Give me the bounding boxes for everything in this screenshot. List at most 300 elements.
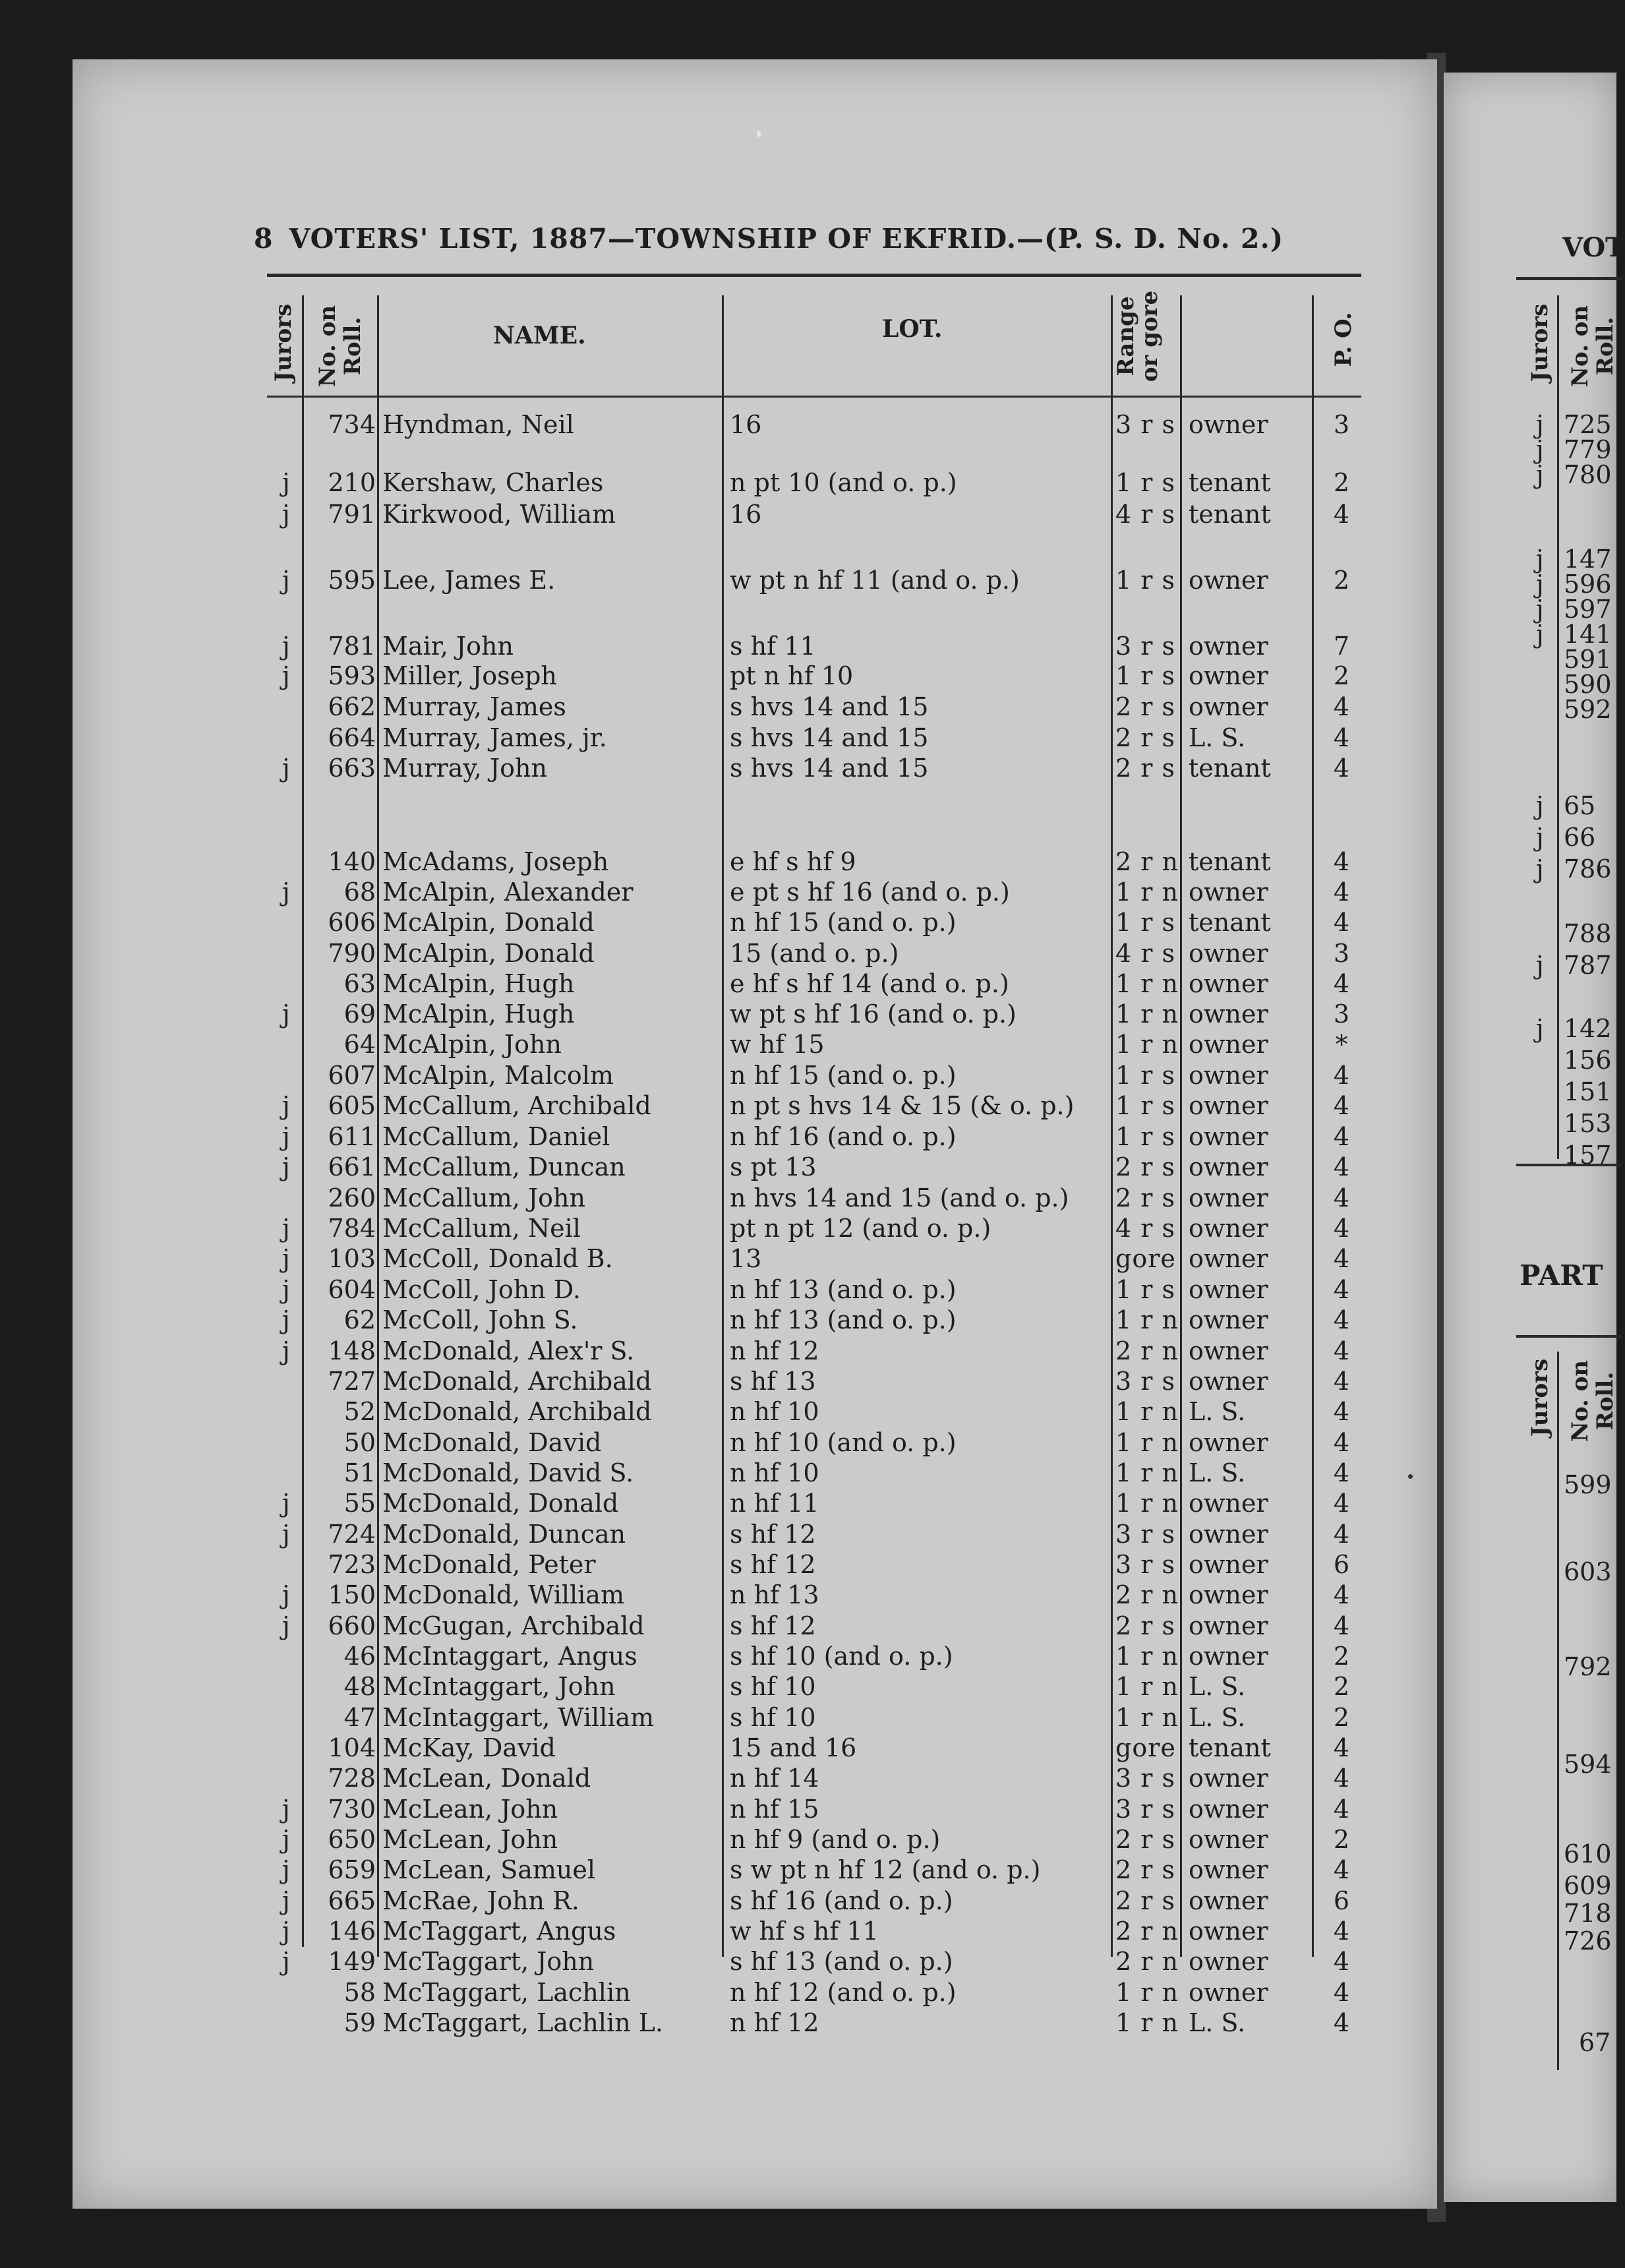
range-or-gore: gore <box>1115 1733 1176 1762</box>
range-or-gore: 1 r n <box>1115 1305 1179 1334</box>
right-roll-number: 792 <box>1564 1652 1612 1681</box>
lot-description: n pt s hvs 14 & 15 (& o. p.) <box>730 1091 1075 1120</box>
range-or-gore: 1 r n <box>1115 1000 1179 1029</box>
juror-mark: j <box>282 1214 290 1243</box>
juror-mark: j <box>282 1580 290 1609</box>
range-or-gore: 1 r s <box>1115 1061 1176 1090</box>
right-col-header-no-on-roll-2: No. on Roll. <box>1567 1359 1618 1443</box>
range-or-gore: 3 r s <box>1115 1550 1176 1579</box>
qualification-status: L. S. <box>1189 723 1246 752</box>
right-roll-number: 67 <box>1579 2028 1611 2057</box>
column-divider <box>722 295 724 1957</box>
paper-speck <box>1408 1474 1413 1479</box>
range-or-gore: 1 r s <box>1115 1122 1176 1151</box>
post-office-number: 4 <box>1333 908 1350 937</box>
voter-name: McTaggart, John <box>382 1947 595 1976</box>
roll-number: 791 <box>328 500 376 529</box>
right-juror-mark: j <box>1536 545 1544 574</box>
roll-number: 260 <box>328 1183 376 1212</box>
post-office-number: 4 <box>1333 878 1350 907</box>
col-header-range: Range or gore <box>1113 290 1163 382</box>
qualification-status: owner <box>1189 1000 1268 1029</box>
right-roll-number: 725 <box>1564 410 1612 439</box>
range-or-gore: 1 r s <box>1115 661 1176 690</box>
column-divider <box>302 295 304 1947</box>
juror-mark: j <box>282 1886 290 1915</box>
column-header-rule <box>267 396 1361 398</box>
range-or-gore: 1 r n <box>1115 1397 1179 1426</box>
post-office-number: 4 <box>1333 1305 1350 1334</box>
range-or-gore: 1 r n <box>1115 1672 1179 1701</box>
juror-mark: j <box>282 1305 290 1334</box>
range-or-gore: 1 r n <box>1115 1030 1179 1059</box>
post-office-number: 4 <box>1333 1917 1350 1946</box>
range-or-gore: 1 r n <box>1115 1642 1179 1671</box>
roll-number: 728 <box>328 1764 376 1793</box>
qualification-status: owner <box>1189 1275 1268 1304</box>
roll-number: 595 <box>328 566 376 595</box>
column-divider <box>377 295 379 1957</box>
juror-mark: j <box>282 1795 290 1824</box>
roll-number: 140 <box>328 847 376 876</box>
range-or-gore: 3 r s <box>1115 1367 1176 1396</box>
range-or-gore: 2 r s <box>1115 1855 1176 1884</box>
post-office-number: 3 <box>1333 410 1350 439</box>
paper-speck <box>757 131 761 137</box>
voter-name: McColl, John D. <box>382 1275 581 1304</box>
juror-mark: j <box>282 632 290 661</box>
voter-name: McCallum, Duncan <box>382 1152 626 1181</box>
right-roll-number: 788 <box>1564 919 1612 948</box>
roll-number: 662 <box>328 692 376 721</box>
qualification-status: L. S. <box>1189 1672 1246 1701</box>
qualification-status: tenant <box>1189 500 1271 529</box>
roll-number: 724 <box>328 1520 376 1549</box>
post-office-number: 2 <box>1333 1825 1350 1854</box>
lot-description: pt n hf 10 <box>730 661 854 690</box>
lot-description: n hf 12 <box>730 2008 819 2037</box>
juror-mark: j <box>282 1917 290 1946</box>
right-roll-number: 65 <box>1564 791 1596 820</box>
right-roll-number: 141 <box>1564 620 1612 649</box>
lot-description: pt n pt 12 (and o. p.) <box>730 1214 991 1243</box>
post-office-number: 2 <box>1333 661 1350 690</box>
lot-description: n hf 10 (and o. p.) <box>730 1428 957 1457</box>
roll-number: 730 <box>328 1795 376 1824</box>
right-roll-number: 153 <box>1564 1109 1612 1138</box>
post-office-number: 4 <box>1333 1855 1350 1884</box>
range-or-gore: 2 r s <box>1115 754 1176 783</box>
voter-name: McDonald, Archibald <box>382 1397 652 1426</box>
voter-name: McCallum, Archibald <box>382 1091 651 1120</box>
roll-number: 150 <box>328 1580 376 1609</box>
voter-name: McKay, David <box>382 1733 556 1762</box>
voter-name: McCallum, Neil <box>382 1214 581 1243</box>
lot-description: e pt s hf 16 (and o. p.) <box>730 878 1010 907</box>
range-or-gore: 2 r s <box>1115 1152 1176 1181</box>
voter-name: McTaggart, Angus <box>382 1917 616 1946</box>
qualification-status: owner <box>1189 1214 1268 1243</box>
post-office-number: 4 <box>1333 1947 1350 1976</box>
roll-number: 723 <box>328 1550 376 1579</box>
voter-name: Murray, James <box>382 692 566 721</box>
post-office-number: 4 <box>1333 1764 1350 1793</box>
right-juror-mark: j <box>1536 410 1544 439</box>
lot-description: 16 <box>730 410 762 439</box>
right-juror-mark: j <box>1536 460 1544 489</box>
voter-name: McTaggart, Lachlin <box>382 1978 631 2007</box>
range-or-gore: 2 r n <box>1115 1917 1179 1946</box>
range-or-gore: 3 r s <box>1115 410 1176 439</box>
voter-name: Hyndman, Neil <box>382 410 574 439</box>
lot-description: s hf 12 <box>730 1550 816 1579</box>
qualification-status: owner <box>1189 1244 1268 1273</box>
post-office-number: 4 <box>1333 1091 1350 1120</box>
roll-number: 734 <box>328 410 376 439</box>
roll-number: 664 <box>328 723 376 752</box>
qualification-status: owner <box>1189 1091 1268 1120</box>
lot-description: n hf 13 (and o. p.) <box>730 1275 957 1304</box>
range-or-gore: 1 r n <box>1115 1703 1179 1732</box>
post-office-number: 6 <box>1333 1886 1350 1915</box>
voter-name: Miller, Joseph <box>382 661 557 690</box>
range-or-gore: 1 r s <box>1115 566 1176 595</box>
right-roll-number: 597 <box>1564 595 1612 624</box>
lot-description: s pt 13 <box>730 1152 817 1181</box>
lot-description: 15 (and o. p.) <box>730 939 899 968</box>
post-office-number: 4 <box>1333 2008 1350 2037</box>
voter-name: McDonald, David S. <box>382 1458 634 1487</box>
post-office-number: 3 <box>1333 1000 1350 1029</box>
qualification-status: owner <box>1189 632 1268 661</box>
qualification-status: owner <box>1189 661 1268 690</box>
lot-description: n hf 10 <box>730 1458 819 1487</box>
column-divider <box>1180 295 1182 1957</box>
lot-description: s hvs 14 and 15 <box>730 723 929 752</box>
voter-name: Kirkwood, William <box>382 500 616 529</box>
roll-number: 50 <box>343 1428 376 1457</box>
range-or-gore: 2 r n <box>1115 1947 1179 1976</box>
post-office-number: 7 <box>1333 632 1350 661</box>
lot-description: 16 <box>730 500 762 529</box>
right-roll-number: 147 <box>1564 545 1612 574</box>
lot-description: n hf 16 (and o. p.) <box>730 1122 957 1151</box>
lot-description: n hvs 14 and 15 (and o. p.) <box>730 1183 1069 1212</box>
post-office-number: 2 <box>1333 1642 1350 1671</box>
post-office-number: 4 <box>1333 1397 1350 1426</box>
qualification-status: tenant <box>1189 908 1271 937</box>
qualification-status: owner <box>1189 1795 1268 1824</box>
post-office-number: 4 <box>1333 1733 1350 1762</box>
qualification-status: owner <box>1189 1152 1268 1181</box>
juror-mark: j <box>282 1122 290 1151</box>
voter-name: McColl, John S. <box>382 1305 578 1334</box>
voter-name: Mair, John <box>382 632 514 661</box>
roll-number: 663 <box>328 754 376 783</box>
post-office-number: 4 <box>1333 1795 1350 1824</box>
juror-mark: j <box>282 468 290 497</box>
post-office-number: 2 <box>1333 566 1350 595</box>
lot-description: n hf 10 <box>730 1397 819 1426</box>
right-col-header-jurors: Jurors <box>1527 303 1553 382</box>
range-or-gore: 2 r n <box>1115 1336 1179 1365</box>
juror-mark: j <box>282 1825 290 1854</box>
qualification-status: owner <box>1189 1305 1268 1334</box>
lot-description: n hf 15 <box>730 1795 819 1824</box>
range-or-gore: 2 r s <box>1115 1183 1176 1212</box>
lot-description: w hf 15 <box>730 1030 825 1059</box>
roll-number: 59 <box>343 2008 376 2037</box>
range-or-gore: gore <box>1115 1244 1176 1273</box>
roll-number: 148 <box>328 1336 376 1365</box>
lot-description: s hf 13 (and o. p.) <box>730 1947 953 1976</box>
voter-name: McDonald, Alex'r S. <box>382 1336 635 1365</box>
lot-description: s hf 12 <box>730 1520 816 1549</box>
qualification-status: tenant <box>1189 847 1271 876</box>
voter-name: Murray, John <box>382 754 548 783</box>
right-roll-number: 156 <box>1564 1046 1612 1075</box>
roll-number: 650 <box>328 1825 376 1854</box>
qualification-status: owner <box>1189 1947 1268 1976</box>
right-roll-number: 787 <box>1564 951 1612 980</box>
roll-number: 790 <box>328 939 376 968</box>
right-roll-number: 592 <box>1564 695 1612 724</box>
post-office-number: 4 <box>1333 1152 1350 1181</box>
range-or-gore: 2 r s <box>1115 1611 1176 1640</box>
roll-number: 51 <box>343 1458 376 1487</box>
right-juror-mark: j <box>1536 951 1544 980</box>
right-roll-number: 66 <box>1564 823 1596 852</box>
page-title: VOTERS' LIST, 1887—TOWNSHIP OF EKFRID.—(P. S. D. No. 2.) <box>289 223 1284 254</box>
right-roll-number: 151 <box>1564 1077 1612 1106</box>
column-divider <box>1111 295 1113 1957</box>
right-roll-number: 596 <box>1564 570 1612 599</box>
juror-mark: j <box>282 1611 290 1640</box>
post-office-number: 4 <box>1333 754 1350 783</box>
range-or-gore: 1 r n <box>1115 1428 1179 1457</box>
juror-mark: j <box>282 1152 290 1181</box>
range-or-gore: 3 r s <box>1115 1764 1176 1793</box>
right-juror-mark: j <box>1536 791 1544 820</box>
lot-description: w pt s hf 16 (and o. p.) <box>730 1000 1017 1029</box>
post-office-number: 4 <box>1333 969 1350 998</box>
juror-mark: j <box>282 878 290 907</box>
voter-name: McLean, Donald <box>382 1764 591 1793</box>
juror-mark: j <box>282 1336 290 1365</box>
qualification-status: tenant <box>1189 754 1271 783</box>
header-rule <box>267 274 1361 277</box>
voter-name: McDonald, Archibald <box>382 1367 652 1396</box>
right-roll-number: 609 <box>1564 1871 1612 1900</box>
voter-name: McAlpin, Alexander <box>382 878 634 907</box>
roll-number: 661 <box>328 1152 376 1181</box>
roll-number: 62 <box>343 1305 376 1334</box>
voter-name: McAlpin, Hugh <box>382 1000 575 1029</box>
lot-description: n hf 9 (and o. p.) <box>730 1825 941 1854</box>
post-office-number: 4 <box>1333 1611 1350 1640</box>
range-or-gore: 2 r n <box>1115 847 1179 876</box>
roll-number: 48 <box>343 1672 376 1701</box>
qualification-status: owner <box>1189 1886 1268 1915</box>
qualification-status: owner <box>1189 1428 1268 1457</box>
qualification-status: owner <box>1189 1978 1268 2007</box>
post-office-number: 4 <box>1333 1580 1350 1609</box>
qualification-status: owner <box>1189 1764 1268 1793</box>
right-page-rule-2 <box>1516 1335 1622 1338</box>
qualification-status: owner <box>1189 1550 1268 1579</box>
post-office-number: 6 <box>1333 1550 1350 1579</box>
right-col-header-no-on-roll: No. on Roll. <box>1567 305 1618 388</box>
lot-description: n hf 12 (and o. p.) <box>730 1978 957 2007</box>
lot-description: e hf s hf 9 <box>730 847 856 876</box>
voter-name: McLean, John <box>382 1825 558 1854</box>
voter-name: McAlpin, John <box>382 1030 562 1059</box>
lot-description: n hf 14 <box>730 1764 819 1793</box>
post-office-number: * <box>1335 1030 1348 1059</box>
post-office-number: 4 <box>1333 1336 1350 1365</box>
lot-description: w hf s hf 11 <box>730 1917 879 1946</box>
roll-number: 784 <box>328 1214 376 1243</box>
post-office-number: 2 <box>1333 468 1350 497</box>
qualification-status: owner <box>1189 410 1268 439</box>
post-office-number: 4 <box>1333 1520 1350 1549</box>
qualification-status: owner <box>1189 1061 1268 1090</box>
range-or-gore: 4 r s <box>1115 500 1176 529</box>
post-office-number: 4 <box>1333 847 1350 876</box>
range-or-gore: 1 r s <box>1115 1275 1176 1304</box>
right-roll-number: 726 <box>1564 1926 1612 1955</box>
range-or-gore: 3 r s <box>1115 1520 1176 1549</box>
qualification-status: L. S. <box>1189 1397 1246 1426</box>
roll-number: 605 <box>328 1091 376 1120</box>
range-or-gore: 1 r n <box>1115 2008 1179 2037</box>
lot-description: s hf 10 <box>730 1703 816 1732</box>
lot-description: w pt n hf 11 (and o. p.) <box>730 566 1020 595</box>
voter-name: McGugan, Archibald <box>382 1611 645 1640</box>
voter-name: Lee, James E. <box>382 566 556 595</box>
lot-description: s hf 12 <box>730 1611 816 1640</box>
post-office-number: 4 <box>1333 692 1350 721</box>
right-column-divider <box>1557 295 1559 1159</box>
range-or-gore: 1 r n <box>1115 969 1179 998</box>
voter-name: Murray, James, jr. <box>382 723 607 752</box>
juror-mark: j <box>282 566 290 595</box>
lot-description: n hf 11 <box>730 1489 819 1518</box>
roll-number: 727 <box>328 1367 376 1396</box>
post-office-number: 4 <box>1333 1367 1350 1396</box>
qualification-status: owner <box>1189 566 1268 595</box>
post-office-number: 4 <box>1333 1061 1350 1090</box>
qualification-status: owner <box>1189 1611 1268 1640</box>
right-juror-mark: j <box>1536 595 1544 624</box>
roll-number: 69 <box>343 1000 376 1029</box>
roll-number: 607 <box>328 1061 376 1090</box>
qualification-status: owner <box>1189 1642 1268 1671</box>
right-roll-number: 780 <box>1564 460 1612 489</box>
post-office-number: 4 <box>1333 1275 1350 1304</box>
roll-number: 210 <box>328 468 376 497</box>
range-or-gore: 1 r n <box>1115 878 1179 907</box>
voter-name: McDonald, David <box>382 1428 602 1457</box>
roll-number: 593 <box>328 661 376 690</box>
roll-number: 781 <box>328 632 376 661</box>
range-or-gore: 2 r s <box>1115 1825 1176 1854</box>
lot-description: 15 and 16 <box>730 1733 857 1762</box>
juror-mark: j <box>282 1244 290 1273</box>
range-or-gore: 1 r n <box>1115 1489 1179 1518</box>
right-page-rule <box>1516 277 1622 280</box>
lot-description: n pt 10 (and o. p.) <box>730 468 957 497</box>
juror-mark: j <box>282 1947 290 1976</box>
range-or-gore: 1 r n <box>1115 1978 1179 2007</box>
lot-description: s hf 16 (and o. p.) <box>730 1886 953 1915</box>
voter-name: McAlpin, Malcolm <box>382 1061 614 1090</box>
range-or-gore: 2 r s <box>1115 723 1176 752</box>
post-office-number: 3 <box>1333 939 1350 968</box>
lot-description: s hf 13 <box>730 1367 816 1396</box>
page-number: 8 <box>254 223 274 254</box>
qualification-status: owner <box>1189 878 1268 907</box>
lot-description: e hf s hf 14 (and o. p.) <box>730 969 1009 998</box>
right-roll-number: 591 <box>1564 645 1612 674</box>
post-office-number: 4 <box>1333 723 1350 752</box>
right-roll-number: 142 <box>1564 1014 1612 1043</box>
qualification-status: owner <box>1189 969 1268 998</box>
right-roll-number: 603 <box>1564 1557 1612 1586</box>
right-juror-mark: j <box>1536 854 1544 883</box>
right-col-header-jurors-2: Jurors <box>1527 1358 1553 1437</box>
voter-name: McAlpin, Donald <box>382 908 595 937</box>
roll-number: 659 <box>328 1855 376 1884</box>
range-or-gore: 1 r n <box>1115 1458 1179 1487</box>
roll-number: 660 <box>328 1611 376 1640</box>
lot-description: n hf 15 (and o. p.) <box>730 908 957 937</box>
col-header-po: P. O. <box>1330 312 1357 367</box>
post-office-number: 4 <box>1333 1122 1350 1151</box>
voter-name: McAlpin, Hugh <box>382 969 575 998</box>
qualification-status: owner <box>1189 1580 1268 1609</box>
roll-number: 665 <box>328 1886 376 1915</box>
roll-number: 63 <box>343 969 376 998</box>
range-or-gore: 3 r s <box>1115 1795 1176 1824</box>
voter-name: McRae, John R. <box>382 1886 579 1915</box>
voter-name: McLean, Samuel <box>382 1855 596 1884</box>
right-roll-number: 594 <box>1564 1750 1612 1779</box>
qualification-status: L. S. <box>1189 1458 1246 1487</box>
juror-mark: j <box>282 661 290 690</box>
voter-name: McDonald, William <box>382 1580 624 1609</box>
qualification-status: L. S. <box>1189 2008 1246 2037</box>
roll-number: 604 <box>328 1275 376 1304</box>
voter-name: McAdams, Joseph <box>382 847 609 876</box>
juror-mark: j <box>282 1855 290 1884</box>
qualification-status: tenant <box>1189 1733 1271 1762</box>
right-roll-number: 157 <box>1564 1141 1612 1170</box>
voter-name: McAlpin, Donald <box>382 939 595 968</box>
roll-number: 149 <box>328 1947 376 1976</box>
range-or-gore: 1 r s <box>1115 908 1176 937</box>
lot-description: n hf 12 <box>730 1336 819 1365</box>
range-or-gore: 4 r s <box>1115 1214 1176 1243</box>
voter-name: McColl, Donald B. <box>382 1244 613 1273</box>
range-or-gore: 3 r s <box>1115 632 1176 661</box>
range-or-gore: 1 r s <box>1115 1091 1176 1120</box>
roll-number: 46 <box>343 1642 376 1671</box>
lot-description: n hf 13 <box>730 1580 819 1609</box>
juror-mark: j <box>282 1520 290 1549</box>
roll-number: 68 <box>343 878 376 907</box>
juror-mark: j <box>282 1000 290 1029</box>
